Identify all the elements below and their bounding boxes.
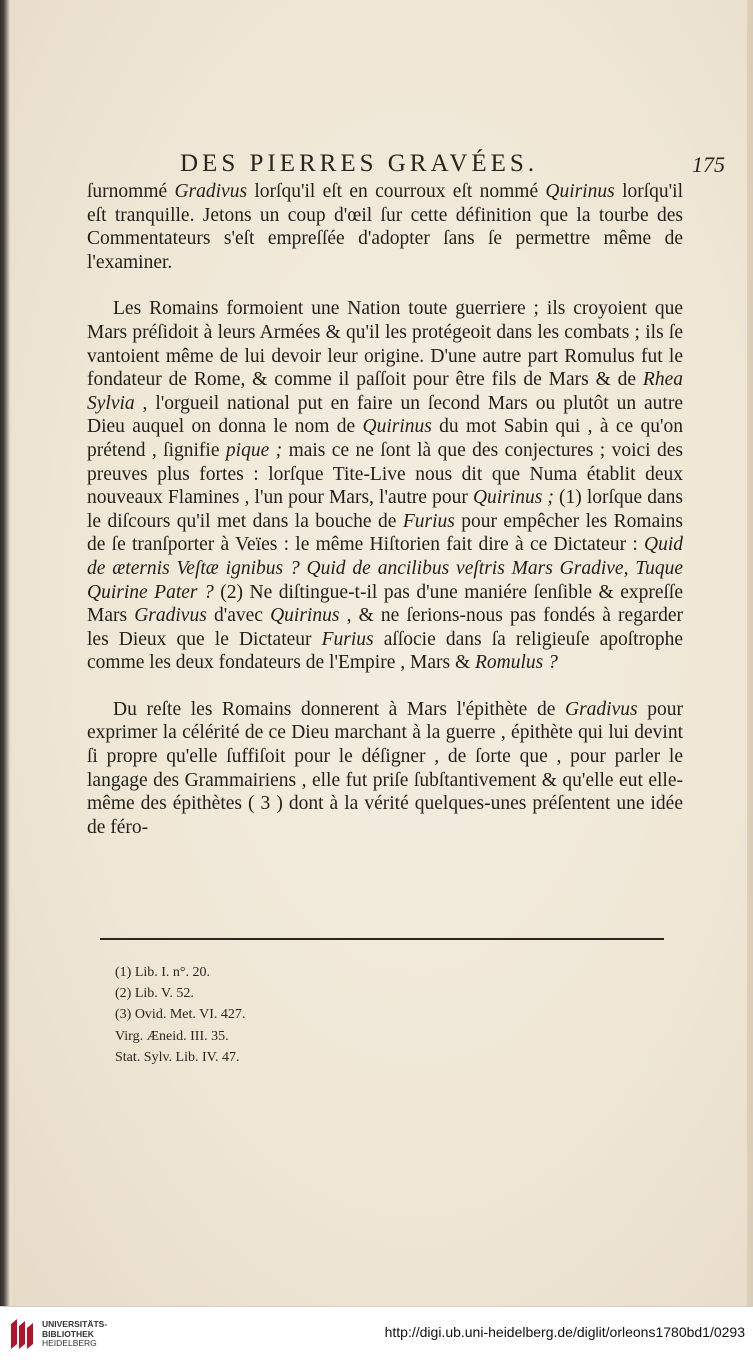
footnote-rule <box>100 938 664 940</box>
text-run: Les Romains formoient une Nation toute guerriere ; ils croyoient que Mars préſidoit à leurs Armées & qu'il les protégeoit dans les combats ; ils ſe vantoient même de lui devoir leur origine. D'une autre part Romulus fut le fondateur de Rome, & comme il paſſoit pour être fils de Mars & de <box>87 298 683 391</box>
text-run: , & ne ſerions-nous pas fondés à regarder les Dieux que le Dictateur <box>87 605 683 650</box>
italic-run: Gradivus <box>565 698 638 720</box>
main-text <box>87 180 683 839</box>
text-run: mais ce ne ſont là que des conjectures ; voici des preuves plus fortes : lorſque Tite-Live nous dit que Numa établit deux nouveaux Flamines , l'un pour Mars, l'autre pour <box>87 439 683 509</box>
page-number: 175 <box>692 152 725 177</box>
text-run: (1) lorſque dans le diſcours qu'il met dans la bouche de <box>87 487 683 532</box>
text-run: d'avec <box>206 605 271 627</box>
library-name-line-3: HEIDELBERG <box>42 1338 97 1348</box>
italic-run: pique ; <box>225 439 283 461</box>
paragraph-2 <box>87 297 683 675</box>
footnote-1: (1) Lib. I. n°. 20. <box>115 965 211 980</box>
text-run: (2) Ne diſtingue-t-il pas d'une maniére ſenſible & expreſſe Mars <box>87 581 683 627</box>
italic-run: Furius <box>402 510 455 532</box>
italic-run: Furius <box>321 628 374 650</box>
italic-run: Quirinus <box>362 416 432 438</box>
library-name-line-2: BIBLIOTHEK <box>42 1328 94 1339</box>
footnote-3: (3) Ovid. Met. VI. 427. <box>115 1007 246 1023</box>
university-library-logo-icon <box>8 1316 36 1352</box>
footnote-5: Stat. Sylv. Lib. IV. 47. <box>115 1049 240 1065</box>
book-page <box>12 0 747 1306</box>
paragraph-3 <box>87 698 683 840</box>
italic-run: Quid de æternis Veſtæ ignibus ? Quid de ancilibus veſtris Mars Gradive, Tuque Quirine Pater ? <box>87 534 683 603</box>
running-header: DES PIERRES GRAVÉES. <box>180 150 539 177</box>
text-run: lorſqu'il eſt tranquille. Jetons un coup d'œil ſur cette définition que la tourbe des Commentateurs s'eſt empreſſée d'adopter ſans ſe permettre même de l'examiner. <box>87 181 683 273</box>
paragraph-1 <box>87 180 683 274</box>
text-run: pour exprimer la célérité de ce Dieu marchant à la guerre , épithète qui lui devint ſi propre qu'elle ſuffiſoit pour le déſigner , de ſorte que , pour parler le langage des Grammairiens , elle fut priſe ſubſtantivement & qu'elle eut elle-même des épithètes ( 3 ) dont à la vérité quelques-unes préſentent une idée de féro- <box>87 698 683 838</box>
library-name-line-1: UNIVERSITÄTS- <box>42 1319 108 1329</box>
text-run: pour empêcher les Romains de ſe tranſporter à Veïes : le même Hiſtorien fait dire à ce Dictateur : <box>87 510 683 556</box>
text-run: du mot Sabin qui , à ce qu'on prétend , ſignifie <box>87 416 683 461</box>
italic-run: Quirinus ; <box>472 487 554 509</box>
italic-run: Gradivus <box>174 181 248 202</box>
italic-run: Quirinus <box>545 181 615 202</box>
permalink-url[interactable]: http://digi.ub.uni-heidelberg.de/diglit/orleons1780bd1/0293 <box>384 1324 745 1340</box>
italic-run: Rhea Sylvia <box>87 369 683 414</box>
italic-run: Romulus ? <box>475 652 558 674</box>
footnotes <box>115 962 515 1068</box>
library-name <box>42 1320 107 1349</box>
text-run: lorſqu'il eſt en courroux eſt nommé <box>247 181 546 202</box>
italic-run: Gradivus <box>134 605 207 627</box>
footnote-4: Virg. Æneid. III. 35. <box>115 1028 229 1044</box>
text-run: , l'orgueil national put en faire un ſecond Mars ou plutôt un autre Dieu auquel on donna le nom de <box>87 392 683 438</box>
text-run: ſurnommé <box>87 181 175 202</box>
viewer-footer <box>0 1306 753 1362</box>
italic-run: Quirinus <box>270 605 340 627</box>
text-run: Du reſte les Romains donnerent à Mars l'épithète de <box>113 698 566 720</box>
text-run: aſſocie dans ſa religieuſe apoſtrophe comme les deux fondateurs de l'Empire , Mars & <box>87 628 683 674</box>
footnote-2: (2) Lib. V. 52. <box>115 986 194 1002</box>
